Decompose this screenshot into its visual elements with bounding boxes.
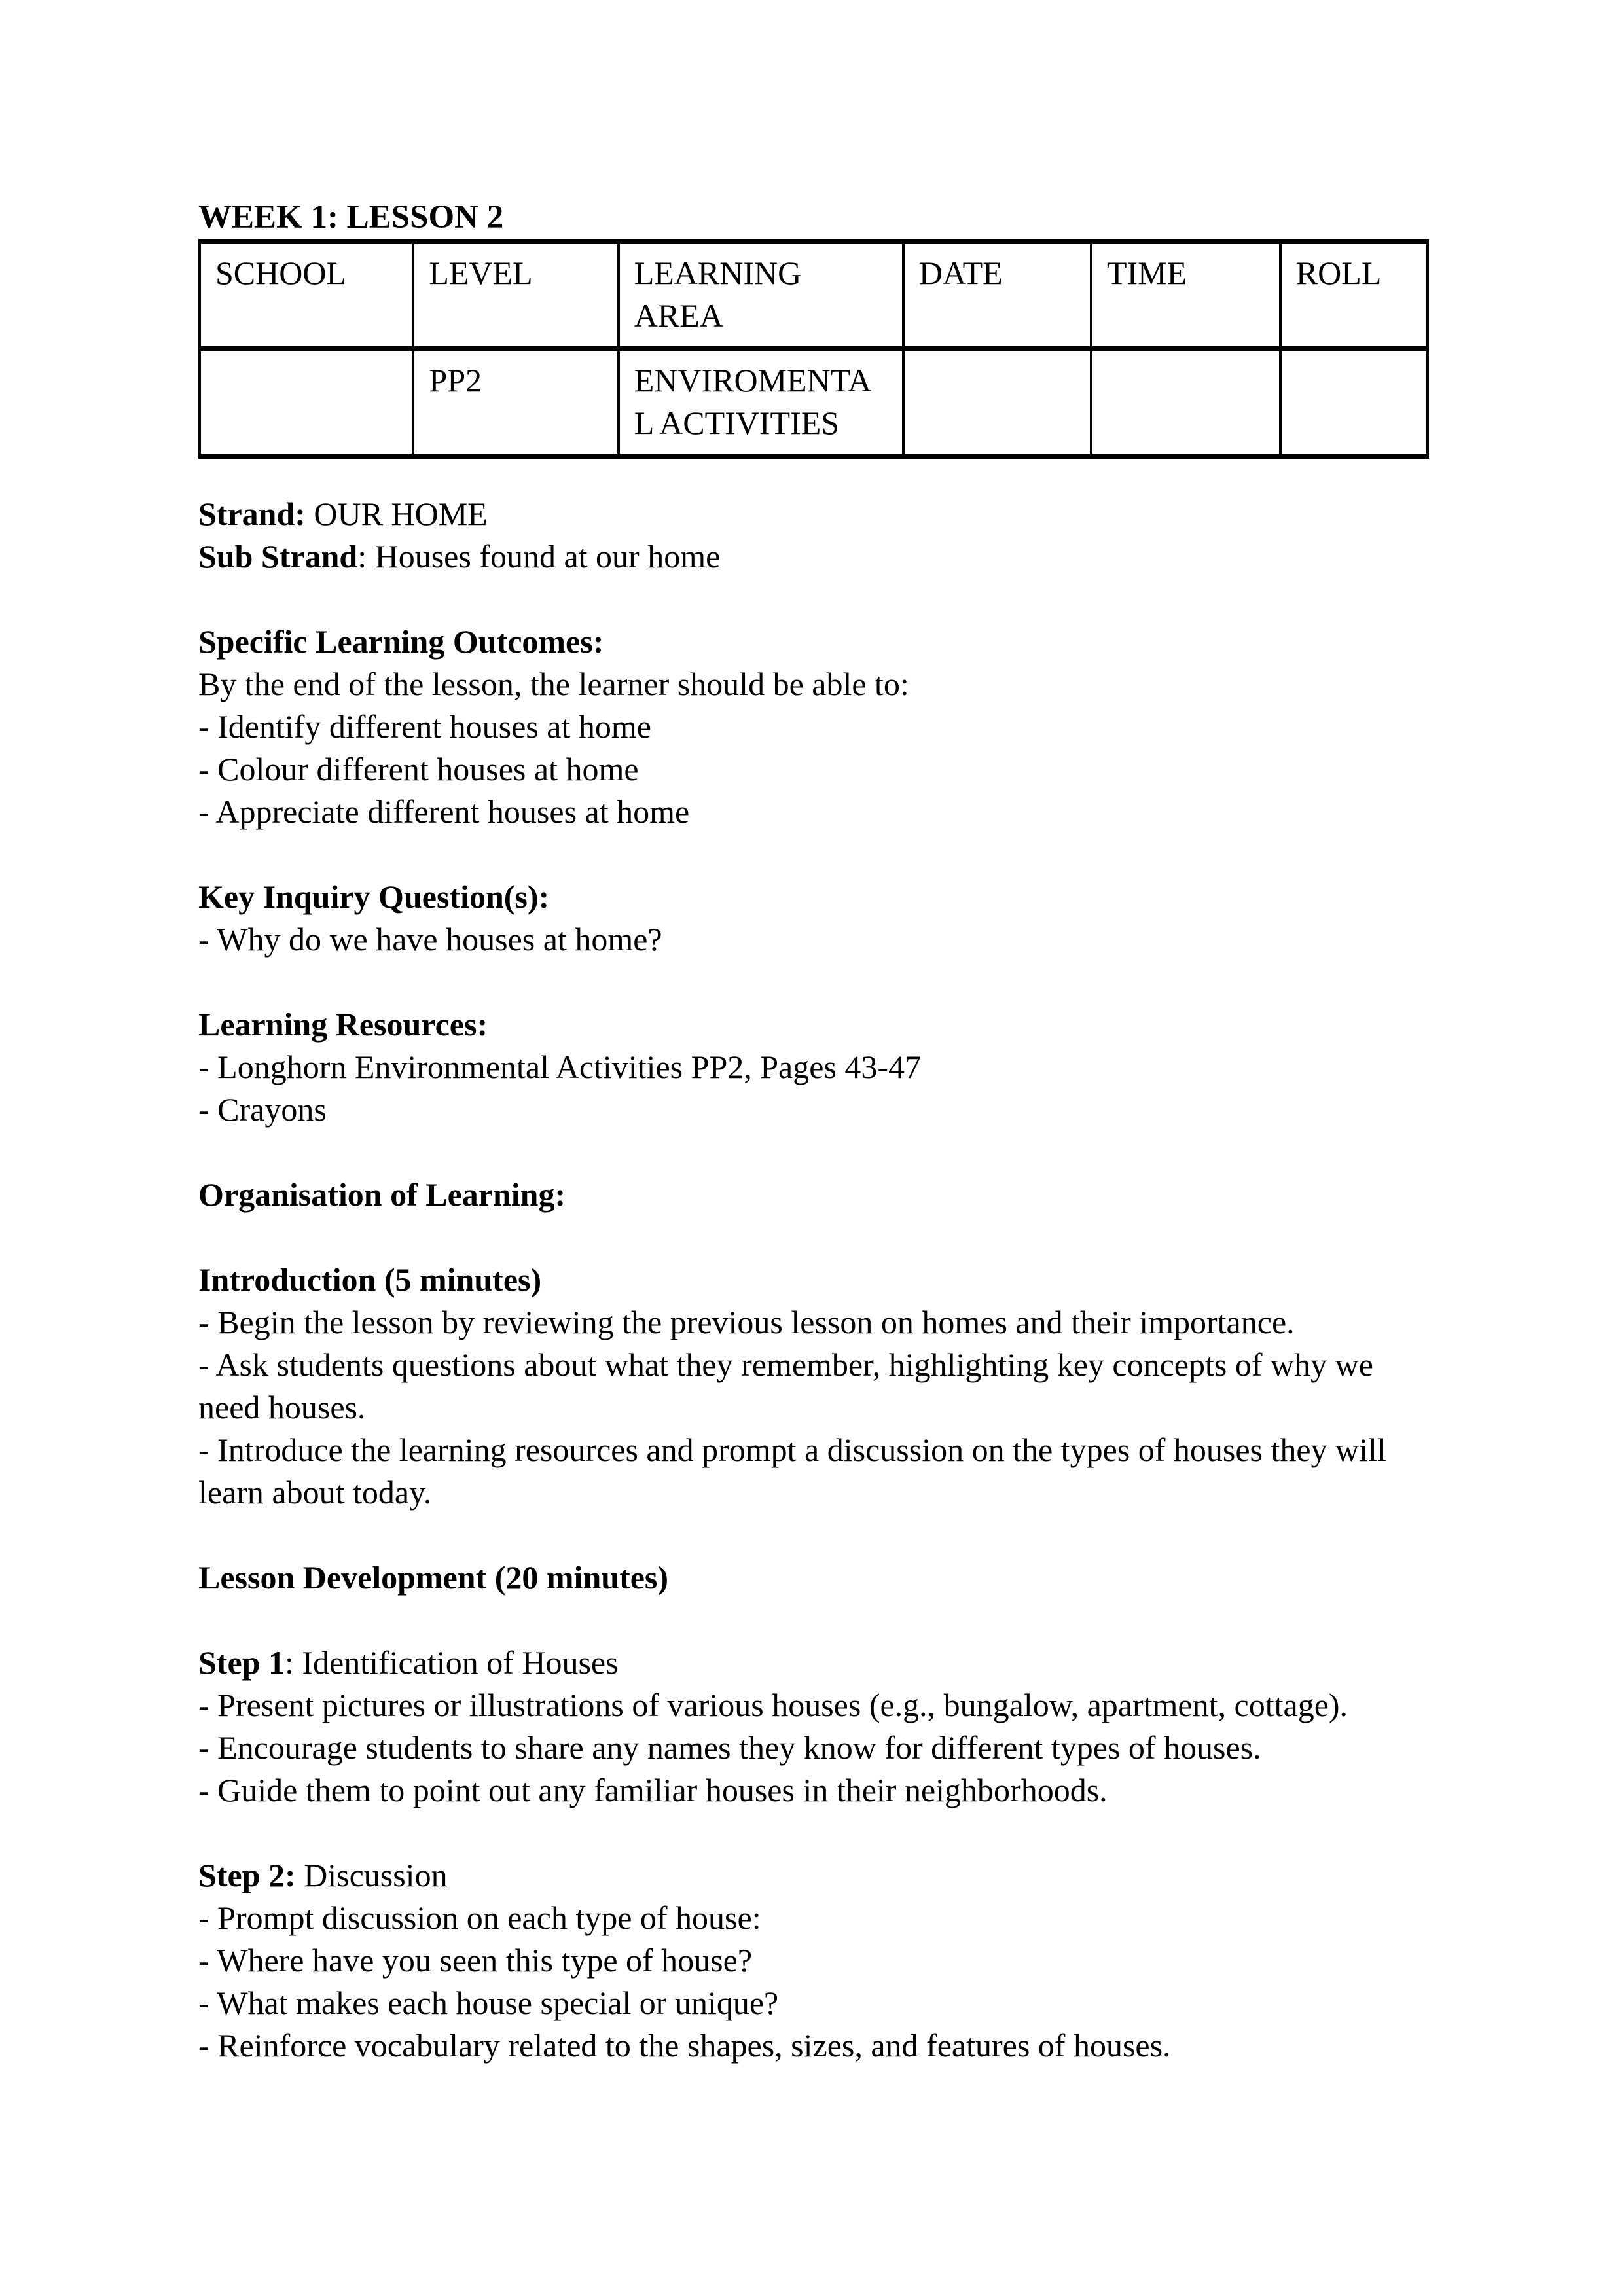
table-header-cell: LEARNING AREA (619, 242, 903, 349)
paragraph-text: By the end of the lesson, the learner should be able to: (198, 666, 909, 702)
content-paragraph (198, 1939, 1429, 1982)
paragraph-spacer (198, 1514, 1429, 1556)
paragraph-text: - What makes each house special or unique? (198, 1984, 779, 2021)
table-data-cell (1280, 349, 1428, 456)
content-paragraph (198, 1556, 1429, 1599)
paragraph-spacer (198, 1812, 1429, 1854)
content-paragraph (198, 1046, 1429, 1088)
paragraph-bold-label: Strand: (198, 495, 306, 532)
paragraph-text: - Colour different houses at home (198, 751, 639, 787)
content-paragraph (198, 535, 1429, 578)
content-paragraph (198, 1088, 1429, 1131)
table-data-cell: PP2 (413, 349, 618, 456)
content-paragraph (198, 1727, 1429, 1769)
paragraph-text: - Present pictures or illustrations of various houses (e.g., bungalow, apartment, cottage). (198, 1687, 1348, 1723)
content-paragraph (198, 1429, 1429, 1514)
table-data-cell: ENVIROMENTAL ACTIVITIES (619, 349, 903, 456)
paragraph-text: - Appreciate different houses at home (198, 793, 690, 830)
paragraph-text: - Why do we have houses at home? (198, 921, 662, 958)
content-paragraph (198, 2024, 1429, 2067)
paragraph-bold-label: Step 1 (198, 1644, 285, 1681)
paragraph-text: : Houses found at our home (357, 538, 721, 575)
content-paragraph (198, 918, 1429, 961)
paragraph-text: - Introduce the learning resources and prompt a discussion on the types of houses they will learn about today. (198, 1431, 1386, 1511)
paragraph-text: - Encourage students to share any names they know for different types of houses. (198, 1729, 1261, 1766)
paragraph-bold-label: Lesson Development (20 minutes) (198, 1559, 669, 1596)
paragraph-spacer (198, 578, 1429, 620)
content-paragraph (198, 1259, 1429, 1301)
paragraph-spacer (198, 1216, 1429, 1259)
paragraph-text: OUR HOME (305, 495, 488, 532)
content-paragraph (198, 748, 1429, 791)
table-data-cell (1091, 349, 1280, 456)
table-data-cell (903, 349, 1091, 456)
content-paragraph (198, 1174, 1429, 1216)
paragraph-bold-label: Organisation of Learning: (198, 1176, 566, 1213)
paragraph-text: - Guide them to point out any familiar houses in their neighborhoods. (198, 1772, 1108, 1808)
content-paragraph (198, 1769, 1429, 1812)
paragraph-text: Discussion (295, 1857, 448, 1893)
table-header-cell: DATE (903, 242, 1091, 349)
content-paragraph (198, 620, 1429, 663)
paragraph-text: - Reinforce vocabulary related to the shapes, sizes, and features of houses. (198, 2027, 1171, 2064)
content-paragraph (198, 876, 1429, 918)
paragraph-bold-label: Specific Learning Outcomes: (198, 623, 604, 660)
paragraph-text: - Crayons (198, 1091, 327, 1128)
table-header-cell: TIME (1091, 242, 1280, 349)
content-paragraph (198, 706, 1429, 748)
paragraph-text: - Where have you seen this type of house? (198, 1942, 753, 1979)
content-paragraph (198, 1003, 1429, 1046)
paragraph-bold-label: Introduction (5 minutes) (198, 1261, 542, 1298)
paragraph-bold-label: Sub Strand (198, 538, 358, 575)
paragraph-text: : Identification of Houses (284, 1644, 619, 1681)
paragraph-text: - Ask students questions about what they remember, highlighting key concepts of why we need houses. (198, 1346, 1373, 1426)
paragraph-bold-label: Key Inquiry Question(s): (198, 878, 550, 915)
content-paragraph (198, 1641, 1429, 1684)
content-paragraph (198, 1982, 1429, 2024)
content-paragraph (198, 791, 1429, 833)
table-header-cell: LEVEL (413, 242, 618, 349)
paragraph-spacer (198, 961, 1429, 1003)
content-paragraph (198, 1684, 1429, 1727)
content-paragraph (198, 493, 1429, 535)
paragraph-bold-label: Step 2: (198, 1857, 296, 1893)
table-header-cell: SCHOOL (200, 242, 413, 349)
content-paragraph (198, 1344, 1429, 1429)
lesson-info-table (198, 239, 1429, 459)
lesson-content (198, 493, 1429, 2067)
table-header-cell: ROLL (1280, 242, 1428, 349)
paragraph-text: - Identify different houses at home (198, 708, 651, 745)
paragraph-text: - Longhorn Environmental Activities PP2, Pages 43-47 (198, 1049, 922, 1085)
paragraph-spacer (198, 1131, 1429, 1174)
table-data-row (200, 349, 1428, 456)
page-title: WEEK 1: LESSON 2 (198, 199, 504, 236)
content-paragraph (198, 1897, 1429, 1939)
content-paragraph (198, 1301, 1429, 1344)
content-paragraph (198, 663, 1429, 706)
content-paragraph (198, 1854, 1429, 1897)
paragraph-spacer (198, 833, 1429, 876)
paragraph-text: - Prompt discussion on each type of house: (198, 1899, 761, 1936)
paragraph-bold-label: Learning Resources: (198, 1006, 488, 1043)
table-data-cell (200, 349, 413, 456)
table-header-row (200, 242, 1428, 349)
paragraph-spacer (198, 1599, 1429, 1641)
paragraph-text: - Begin the lesson by reviewing the previous lesson on homes and their importance. (198, 1304, 1295, 1340)
